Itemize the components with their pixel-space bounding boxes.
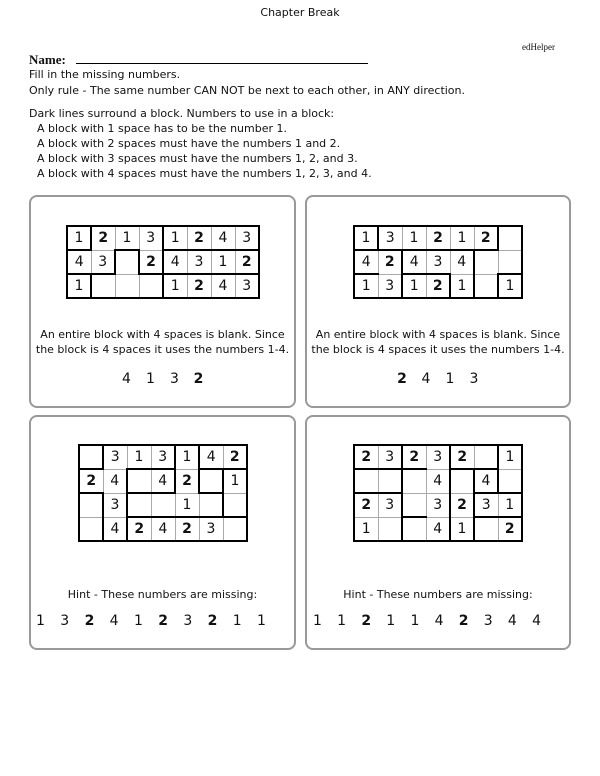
grid-cell[interactable]: 2 — [450, 445, 474, 469]
grid-cell[interactable]: 2 — [187, 274, 211, 298]
grid-cell[interactable]: 3 — [235, 226, 259, 250]
grid-cell[interactable]: 3 — [426, 493, 450, 517]
grid-cell[interactable]: 2 — [223, 445, 247, 469]
grid-cell[interactable]: 3 — [199, 517, 223, 541]
rule-line: A block with 1 space has to be the number 1. — [37, 122, 287, 135]
rule-line: A block with 3 spaces must have the numbers 1, 2, and 3. — [37, 152, 358, 165]
grid-cell[interactable]: 1 — [115, 226, 139, 250]
grid-cell[interactable]: 2 — [175, 517, 199, 541]
grid-cell[interactable] — [127, 469, 151, 493]
grid-cell[interactable]: 3 — [378, 493, 402, 517]
grid-cell[interactable]: 4 — [426, 469, 450, 493]
grid-cell[interactable]: 2 — [354, 493, 378, 517]
missing-number: 3 — [483, 613, 493, 629]
grid-cell[interactable]: 3 — [139, 226, 163, 250]
grid-cell[interactable]: 1 — [127, 445, 151, 469]
missing-number: 2 — [207, 613, 218, 629]
grid-cell[interactable]: 4 — [163, 250, 187, 274]
grid-cell[interactable]: 4 — [450, 250, 474, 274]
grid-cell[interactable]: 4 — [354, 250, 378, 274]
instruction-line: Fill in the missing numbers. — [29, 68, 181, 81]
grid-cell[interactable]: 4 — [151, 517, 175, 541]
grid-cell[interactable]: 4 — [426, 517, 450, 541]
explanation-text: An entire block with 4 spaces is blank. Since — [315, 328, 561, 341]
puzzle-panel-1 — [29, 195, 296, 408]
grid-cell[interactable]: 2 — [354, 445, 378, 469]
missing-number: 1 — [36, 613, 45, 629]
explanation-text: the block is 4 spaces it uses the numbers 1-4. — [311, 343, 565, 356]
grid-cell[interactable]: 4 — [211, 226, 235, 250]
grid-cell[interactable]: 3 — [378, 445, 402, 469]
answer-number: 1 — [146, 371, 155, 387]
grid-cell[interactable]: 3 — [151, 445, 175, 469]
answer-number: 4 — [122, 371, 131, 387]
grid-cell[interactable] — [151, 493, 175, 517]
grid-cell[interactable]: 1 — [67, 226, 91, 250]
name-field[interactable] — [76, 52, 368, 64]
grid-cell[interactable]: 2 — [474, 226, 498, 250]
missing-number: 1 — [386, 613, 396, 629]
rule-line: A block with 2 spaces must have the numbers 1 and 2. — [37, 137, 341, 150]
grid-cell[interactable]: 1 — [175, 445, 199, 469]
puzzle-panel-4 — [305, 415, 571, 650]
grid-cell[interactable] — [79, 493, 103, 517]
grid-cell[interactable]: 2 — [127, 517, 151, 541]
grid-cell[interactable] — [127, 493, 151, 517]
grid-cell[interactable] — [354, 469, 378, 493]
explanation-text: the block is 4 spaces it uses the numbers 1-4. — [35, 343, 290, 356]
grid-cell[interactable]: 3 — [235, 274, 259, 298]
brand-label: edHelper — [522, 42, 555, 52]
grid-cell[interactable]: 2 — [426, 274, 450, 298]
grid-cell[interactable]: 4 — [103, 517, 127, 541]
grid-cell[interactable]: 2 — [91, 226, 115, 250]
grid-cell[interactable]: 4 — [67, 250, 91, 274]
grid-cell[interactable] — [91, 274, 115, 298]
grid-cell[interactable] — [223, 517, 247, 541]
grid-cell[interactable]: 1 — [498, 493, 522, 517]
missing-number: 1 — [337, 613, 347, 629]
grid-cell[interactable]: 1 — [211, 250, 235, 274]
grid-cell[interactable]: 3 — [187, 250, 211, 274]
grid-cell[interactable]: 1 — [354, 517, 378, 541]
grid-cell[interactable]: 1 — [450, 226, 474, 250]
hint-text: Hint - These numbers are missing: — [343, 588, 533, 601]
grid-cell[interactable]: 1 — [223, 469, 247, 493]
missing-number: 4 — [109, 613, 119, 629]
grid-cell[interactable]: 2 — [450, 493, 474, 517]
grid-cell[interactable]: 3 — [103, 445, 127, 469]
answer-number: 3 — [170, 371, 179, 387]
missing-number: 3 — [60, 613, 70, 629]
name-label: Name: — [29, 52, 66, 67]
grid-cell[interactable]: 1 — [175, 493, 199, 517]
answer-number: 4 — [421, 371, 431, 387]
grid-cell[interactable]: 1 — [163, 274, 187, 298]
grid-cell[interactable]: 4 — [211, 274, 235, 298]
grid-cell[interactable]: 1 — [354, 226, 378, 250]
grid-cell[interactable] — [378, 469, 402, 493]
grid-cell[interactable]: 3 — [378, 226, 402, 250]
grid-cell[interactable]: 4 — [199, 445, 223, 469]
missing-number: 1 — [313, 613, 322, 629]
hint-text: Hint - These numbers are missing: — [67, 588, 258, 601]
grid-cell[interactable]: 2 — [498, 517, 522, 541]
grid-cell[interactable]: 3 — [378, 274, 402, 298]
grid-cell[interactable]: 1 — [450, 517, 474, 541]
grid-cell[interactable]: 1 — [450, 274, 474, 298]
grid-cell[interactable]: 2 — [187, 226, 211, 250]
missing-numbers — [313, 613, 541, 629]
missing-number: 2 — [361, 613, 372, 629]
missing-number: 2 — [458, 613, 469, 629]
grid-cell[interactable]: 1 — [354, 274, 378, 298]
missing-number: 1 — [257, 613, 266, 629]
answer-number: 2 — [397, 371, 407, 387]
grid-cell[interactable]: 4 — [402, 250, 426, 274]
missing-number: 3 — [183, 613, 193, 629]
instruction-line: Dark lines surround a block. Numbers to use in a block: — [29, 107, 335, 120]
missing-number: 4 — [532, 613, 541, 629]
grid-cell[interactable]: 1 — [498, 445, 522, 469]
grid-cell[interactable]: 2 — [402, 445, 426, 469]
grid-cell[interactable]: 4 — [151, 469, 175, 493]
grid-cell[interactable]: 3 — [103, 493, 127, 517]
grid-cell[interactable] — [79, 517, 103, 541]
puzzle-grid — [66, 225, 260, 299]
missing-number: 1 — [232, 613, 242, 629]
puzzle-grid — [353, 444, 523, 542]
explanation-text: An entire block with 4 spaces is blank. Since — [40, 328, 285, 341]
grid-cell[interactable] — [474, 274, 498, 298]
answer-numbers — [307, 371, 569, 387]
grid-cell[interactable] — [474, 445, 498, 469]
answer-number: 3 — [469, 371, 479, 387]
grid-cell[interactable]: 4 — [474, 469, 498, 493]
grid-cell[interactable] — [115, 250, 139, 274]
missing-number: 1 — [410, 613, 420, 629]
missing-number: 4 — [507, 613, 517, 629]
missing-number: 2 — [84, 613, 95, 629]
missing-number: 1 — [133, 613, 143, 629]
puzzle-grid — [353, 225, 523, 299]
grid-cell[interactable] — [199, 469, 223, 493]
grid-cell[interactable]: 1 — [67, 274, 91, 298]
puzzle-panel-3 — [29, 415, 296, 650]
grid-cell[interactable] — [79, 445, 103, 469]
grid-cell[interactable] — [378, 517, 402, 541]
rule-line: A block with 4 spaces must have the numbers 1, 2, 3, and 4. — [37, 167, 372, 180]
grid-cell[interactable] — [199, 493, 223, 517]
missing-number: 4 — [434, 613, 444, 629]
grid-cell[interactable]: 2 — [235, 250, 259, 274]
answer-number: 1 — [445, 371, 455, 387]
missing-numbers — [36, 613, 266, 629]
grid-cell[interactable] — [223, 493, 247, 517]
grid-cell[interactable]: 2 — [175, 469, 199, 493]
grid-cell[interactable] — [139, 274, 163, 298]
grid-cell[interactable] — [402, 469, 426, 493]
instruction-line: Only rule - The same number CAN NOT be next to each other, in ANY direction. — [29, 84, 466, 97]
grid-cell[interactable]: 2 — [79, 469, 103, 493]
grid-cell[interactable] — [474, 517, 498, 541]
missing-number: 2 — [158, 613, 168, 629]
grid-cell[interactable]: 2 — [378, 250, 402, 274]
grid-cell[interactable]: 1 — [402, 274, 426, 298]
grid-cell[interactable]: 4 — [103, 469, 127, 493]
grid-cell[interactable]: 1 — [498, 274, 522, 298]
grid-cell[interactable] — [402, 493, 426, 517]
grid-cell[interactable]: 3 — [426, 250, 450, 274]
answer-number: 2 — [193, 371, 204, 387]
grid-cell[interactable] — [498, 226, 522, 250]
grid-cell[interactable]: 3 — [474, 493, 498, 517]
grid-cell[interactable] — [498, 469, 522, 493]
grid-cell[interactable]: 2 — [426, 226, 450, 250]
puzzle-grid — [78, 444, 248, 542]
grid-cell[interactable]: 3 — [91, 250, 115, 274]
grid-cell[interactable] — [402, 517, 426, 541]
grid-cell[interactable]: 3 — [426, 445, 450, 469]
grid-cell[interactable]: 1 — [163, 226, 187, 250]
grid-cell[interactable] — [498, 250, 522, 274]
page-title: Chapter Break — [260, 6, 340, 19]
puzzle-panel-2 — [305, 195, 571, 408]
grid-cell[interactable] — [474, 250, 498, 274]
grid-cell[interactable] — [450, 469, 474, 493]
grid-cell[interactable] — [115, 274, 139, 298]
grid-cell[interactable]: 1 — [402, 226, 426, 250]
answer-numbers — [31, 371, 294, 387]
grid-cell[interactable]: 2 — [139, 250, 163, 274]
